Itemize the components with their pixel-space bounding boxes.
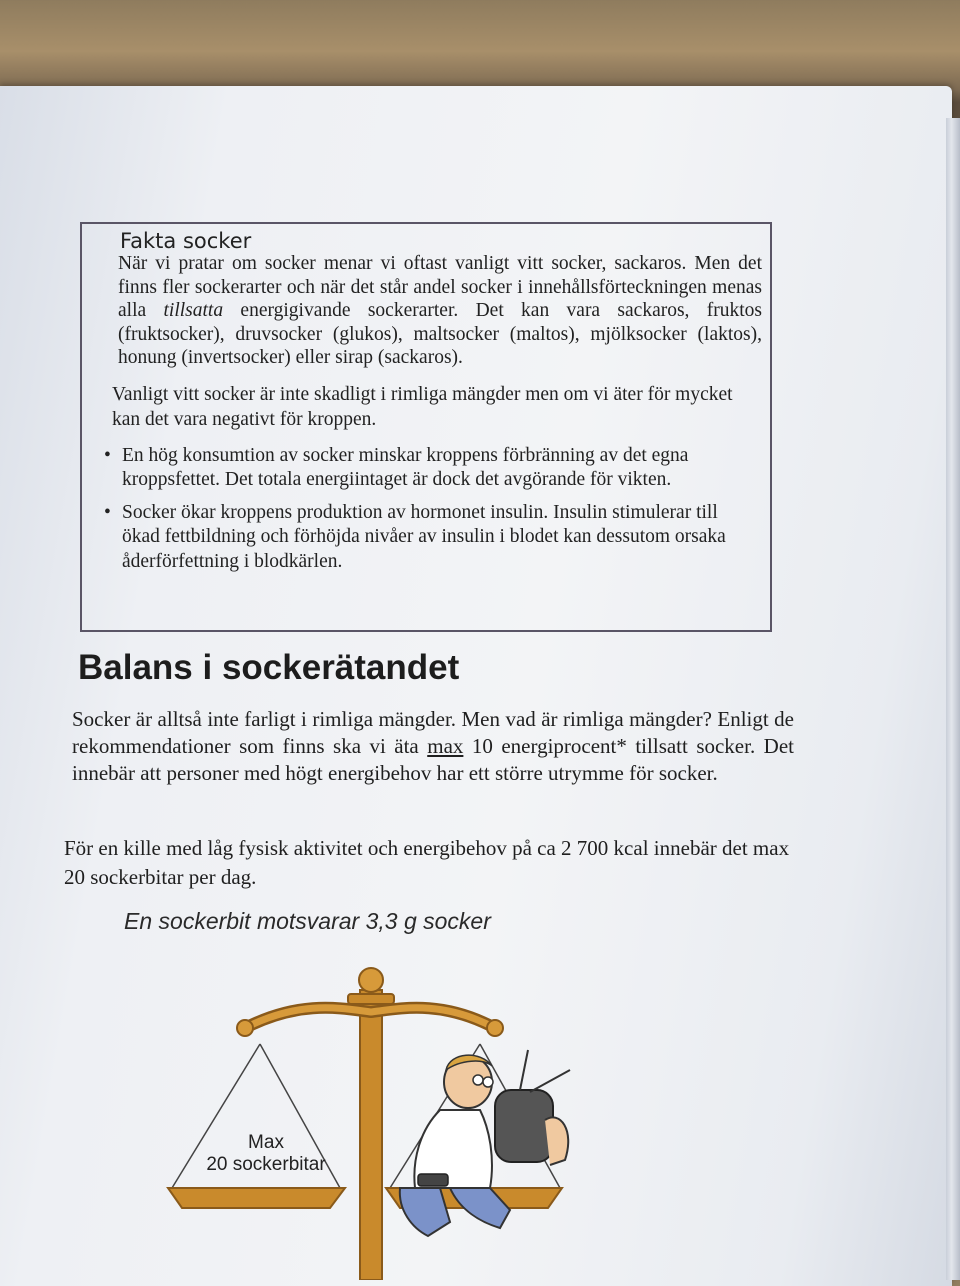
fact-box-title: Fakta socker <box>120 229 252 253</box>
section-paragraph-2: För en kille med låg fysisk aktivitet och energibehov på ca 2 700 kcal innebär det max 20 sockerbitar per dag. <box>64 836 790 889</box>
pan-label-line-1: Max <box>248 1132 284 1153</box>
bullet-dot-icon: • <box>104 501 111 523</box>
remote-control-icon <box>418 1174 448 1186</box>
fact-box-paragraph-2: Vanligt vitt socker är inte skadligt i rimliga mängder men om vi äter för mycket kan det vara negativt för kroppen. <box>112 383 733 430</box>
tv-antenna <box>520 1050 528 1090</box>
person-eye <box>483 1077 493 1087</box>
scale-collar <box>348 994 394 1004</box>
para-text-part: 10 energiprocent* tillsatt socker. Det innebär att personer med högt energibehov har ett större utrymme för socker. <box>72 734 795 785</box>
fact-box-paragraph-1 <box>118 252 762 370</box>
tv-antenna <box>530 1070 570 1092</box>
illustration-caption: En sockerbit motsvarar 3,3 g socker <box>124 908 491 934</box>
fact-text-emphasis: tillsatta <box>163 300 224 321</box>
tv-set-icon <box>495 1090 553 1162</box>
bullet-item <box>82 501 752 575</box>
scale-finial <box>359 968 383 992</box>
page-edge <box>946 118 960 1280</box>
section-paragraph-1 <box>72 706 794 787</box>
fact-text-part: När vi pratar om socker menar vi oftast vanligt vitt socker, sackaros. Men det finns fler sockerarter och när det står andel socker i innehållsförteckningen menas alla <box>118 253 762 321</box>
person-jeans <box>400 1188 450 1236</box>
fact-box-bullet-list <box>82 444 770 575</box>
bullet-text: En hög konsumtion av socker minskar kroppens förbränning av det egna kroppsfettet. Det totala energiintaget är dock det avgörande för vikten. <box>122 444 689 490</box>
pan-label <box>176 1132 356 1176</box>
balance-scale-illustration <box>150 960 590 1280</box>
left-pan <box>168 1188 345 1208</box>
fact-box <box>80 222 772 632</box>
para-text-part: Socker är alltså inte farligt i rimliga mängder. Men vad är rimliga mängder? Enligt de rekommendationer som finns ska vi äta <box>72 707 794 758</box>
bullet-dot-icon: • <box>104 444 111 466</box>
beam-end-right <box>487 1020 503 1036</box>
bullet-text: Socker ökar kroppens produktion av hormonet insulin. Insulin stimulerar till ökad fettbildning och förhöjda nivåer av insulin i blodet kan dessutom orsaka åderförfettning i blodkärlen. <box>122 501 726 572</box>
para-text-underlined: max <box>427 734 464 758</box>
scale-pillar <box>360 990 382 1280</box>
fact-text-part: energigivande sockerarter. Det kan vara sackaros, fruktos (fruktsocker), druvsocker (glukos), maltsocker (maltos), mjölksocker (laktos), honung (invertsocker) eller sirap (sackaros). <box>118 300 762 368</box>
section-heading: Balans i sockerätandet <box>78 648 460 687</box>
pan-label-line-2: 20 sockerbitar <box>206 1154 326 1175</box>
beam-end-left <box>237 1020 253 1036</box>
bullet-item <box>82 444 752 493</box>
person-eye <box>473 1075 483 1085</box>
